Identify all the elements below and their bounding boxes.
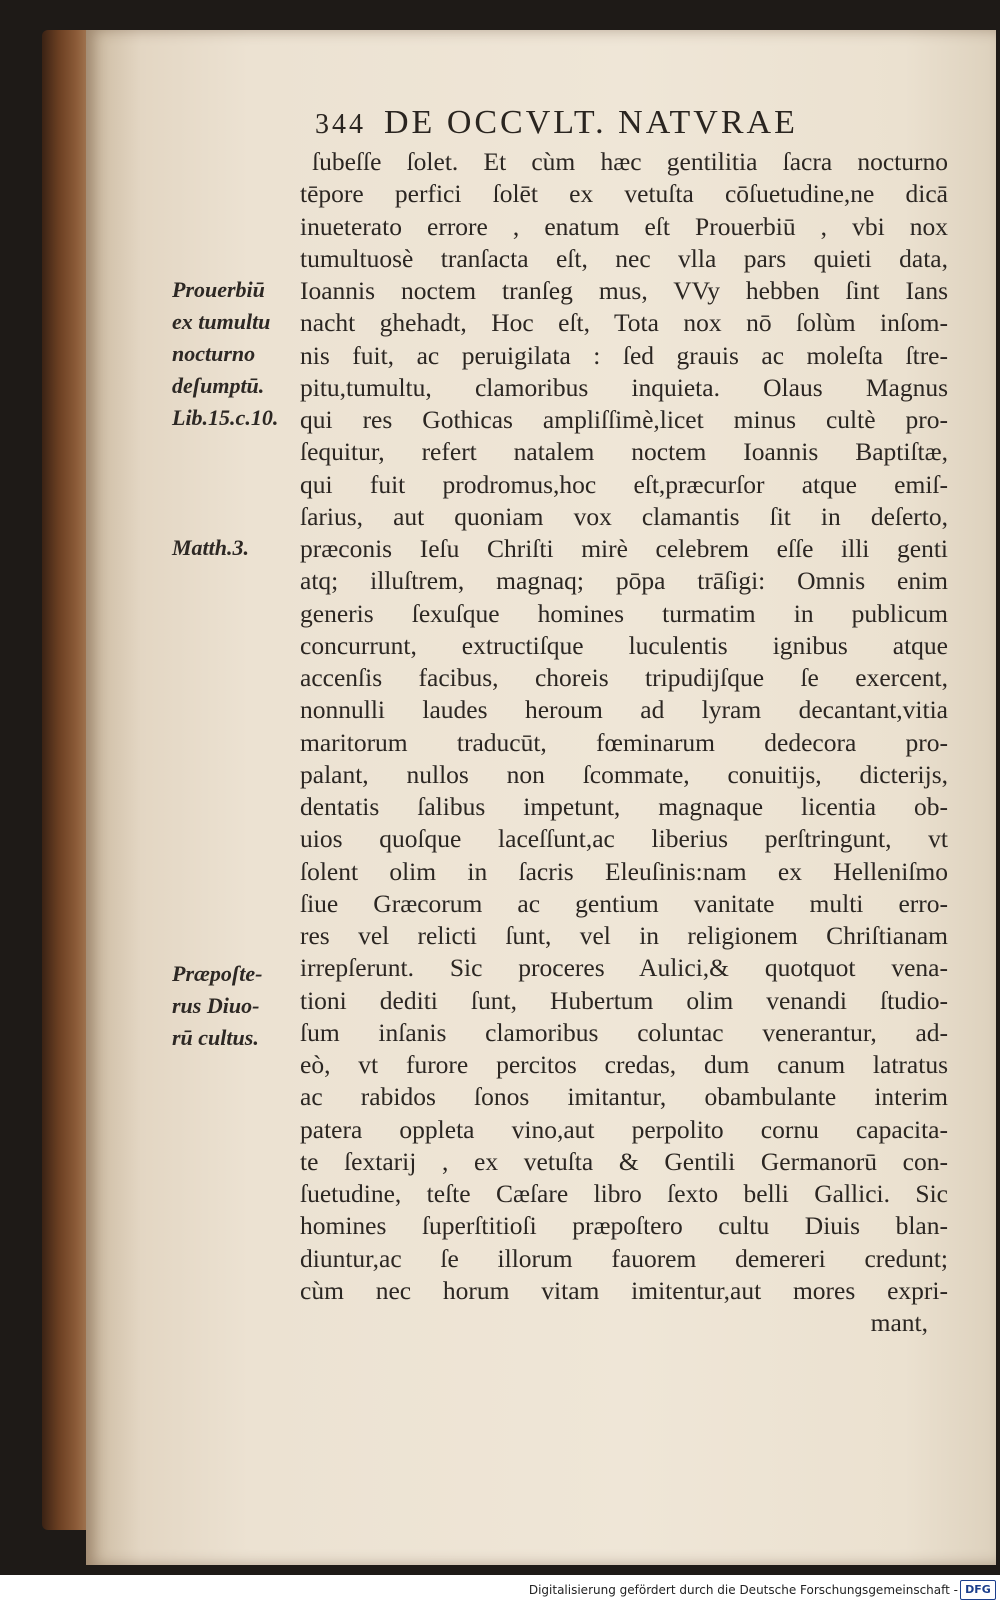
text-line: palant, nullos non ſcommate, conuitijs, dicterijs,	[300, 759, 948, 789]
text-line: ſuetudine, teſte Cæſare libro ſexto belli Gallici. Sic	[300, 1179, 948, 1208]
text-line: eò, vt furore percitos credas, dum canum latratus	[300, 1050, 948, 1079]
text-line: ſarius, aut quoniam vox clamantis ſit in deſerto,	[300, 501, 948, 531]
text-line: qui res Gothicas ampliſſimè,licet minus cultè pro-	[300, 405, 948, 434]
margin-note-proverb: Prouerbiū ex tumultu nocturno deſumptū.	[172, 277, 271, 398]
dfg-logo: DFG	[960, 1580, 996, 1600]
text-line: concurrunt, extructiſque luculentis ignibus atque	[300, 630, 948, 660]
text-line: ac rabidos ſonos imitantur, obambulante interim	[300, 1082, 948, 1112]
text-line: ſiue Græcorum ac gentium vanitate multi erro-	[300, 888, 948, 918]
text-line: ſubeſſe ſolet. Et cùm hæc gentilitia ſacra nocturno	[312, 147, 948, 176]
text-line: tioni dediti ſunt, Hubertum olim venandi ſtudio-	[300, 985, 948, 1015]
text-line-catchword: mant,	[870, 1308, 928, 1337]
text-line: nacht ghehadt, Hoc eſt, Tota nox nō ſolùm inſom-	[300, 308, 948, 338]
text-line: nis fuit, ac peruigilata : ſed grauis ac moleſta ſtre-	[300, 340, 948, 370]
running-title: DE OCCVLT. NATVRAE	[384, 104, 798, 141]
funding-credit: Digitalisierung gefördert durch die Deutsche Forschungsgemeinschaft -	[528, 1583, 958, 1597]
text-line: inueterato errore , enatum eſt Prouerbiū , vbi nox	[300, 211, 948, 241]
text-line: irrepſerunt. Sic proceres Aulici,& quotquot vena-	[300, 953, 948, 983]
text-line: accenſis facibus, choreis tripudijſque ſe exercent,	[300, 663, 948, 692]
text-line: patera oppleta vino,aut perpolito cornu capacita-	[300, 1114, 948, 1144]
text-line: cùm nec horum vitam imitentur,aut mores expri-	[300, 1275, 948, 1305]
body-text	[300, 146, 948, 1339]
text-line: atq; illuſtrem, magnaq; pōpa trāſigi: Omnis enim	[300, 566, 948, 596]
text-line: homines ſuperſtitioſi præpoſtero cultu Diuis blan-	[300, 1211, 948, 1241]
margin-note-lib-ref: Lib.15.c.10.	[172, 405, 279, 430]
text-line: uios quoſque laceſſunt,ac liberius perſtringunt, vt	[300, 824, 948, 854]
text-line: Ioannis noctem tranſeg mus, VVy hebben ſint Ians	[300, 276, 948, 305]
text-line: ſolent olim in ſacris Eleuſinis:nam ex Helleniſmo	[300, 856, 948, 886]
text-line: ſum inſanis clamoribus coluntac venerantur, ad-	[300, 1017, 948, 1047]
page-number: 344	[315, 109, 366, 140]
text-line: tumultuosè tranſacta eſt, nec vlla pars quieti data,	[300, 243, 948, 273]
text-line: maritorum traducūt, fœminarum dedecora pro-	[300, 727, 948, 757]
text-line: nonnulli laudes heroum ad lyram decantant,vitia	[300, 695, 948, 725]
text-line: diuntur,ac ſe illorum fauorem demereri credunt;	[300, 1243, 948, 1273]
text-line: te ſextarij , ex vetuſta & Gentili Germanorū con-	[300, 1146, 948, 1176]
text-line: dentatis ſalibus impetunt, magnaque licentia ob-	[300, 792, 948, 821]
margin-note-matth: Matth.3.	[172, 535, 250, 560]
text-line: pitu,tumultu, clamoribus inquieta. Olaus Magnus	[300, 372, 948, 402]
text-line: tēpore perfici ſolēt ex vetuſta cōſuetudine,ne dicā	[300, 179, 948, 209]
text-line: præconis Ieſu Chriſti mirè celebrem eſſe illi genti	[300, 534, 948, 563]
running-head	[315, 104, 875, 142]
text-line: ſequitur, refert natalem noctem Ioannis Baptiſtæ,	[300, 437, 948, 467]
text-line: qui fuit prodromus,hoc eſt,præcurſor atque emiſ-	[300, 469, 948, 499]
book-page-edges	[42, 30, 90, 1530]
text-line: res vel relicti ſunt, vel in religionem Chriſtianam	[300, 921, 948, 950]
text-line: generis ſexuſque homines turmatim in publicum	[300, 598, 948, 628]
footer-bar	[0, 1575, 1000, 1607]
margin-note-praepostero: Præpoſte- rus Diuo- rū cultus.	[172, 961, 263, 1050]
